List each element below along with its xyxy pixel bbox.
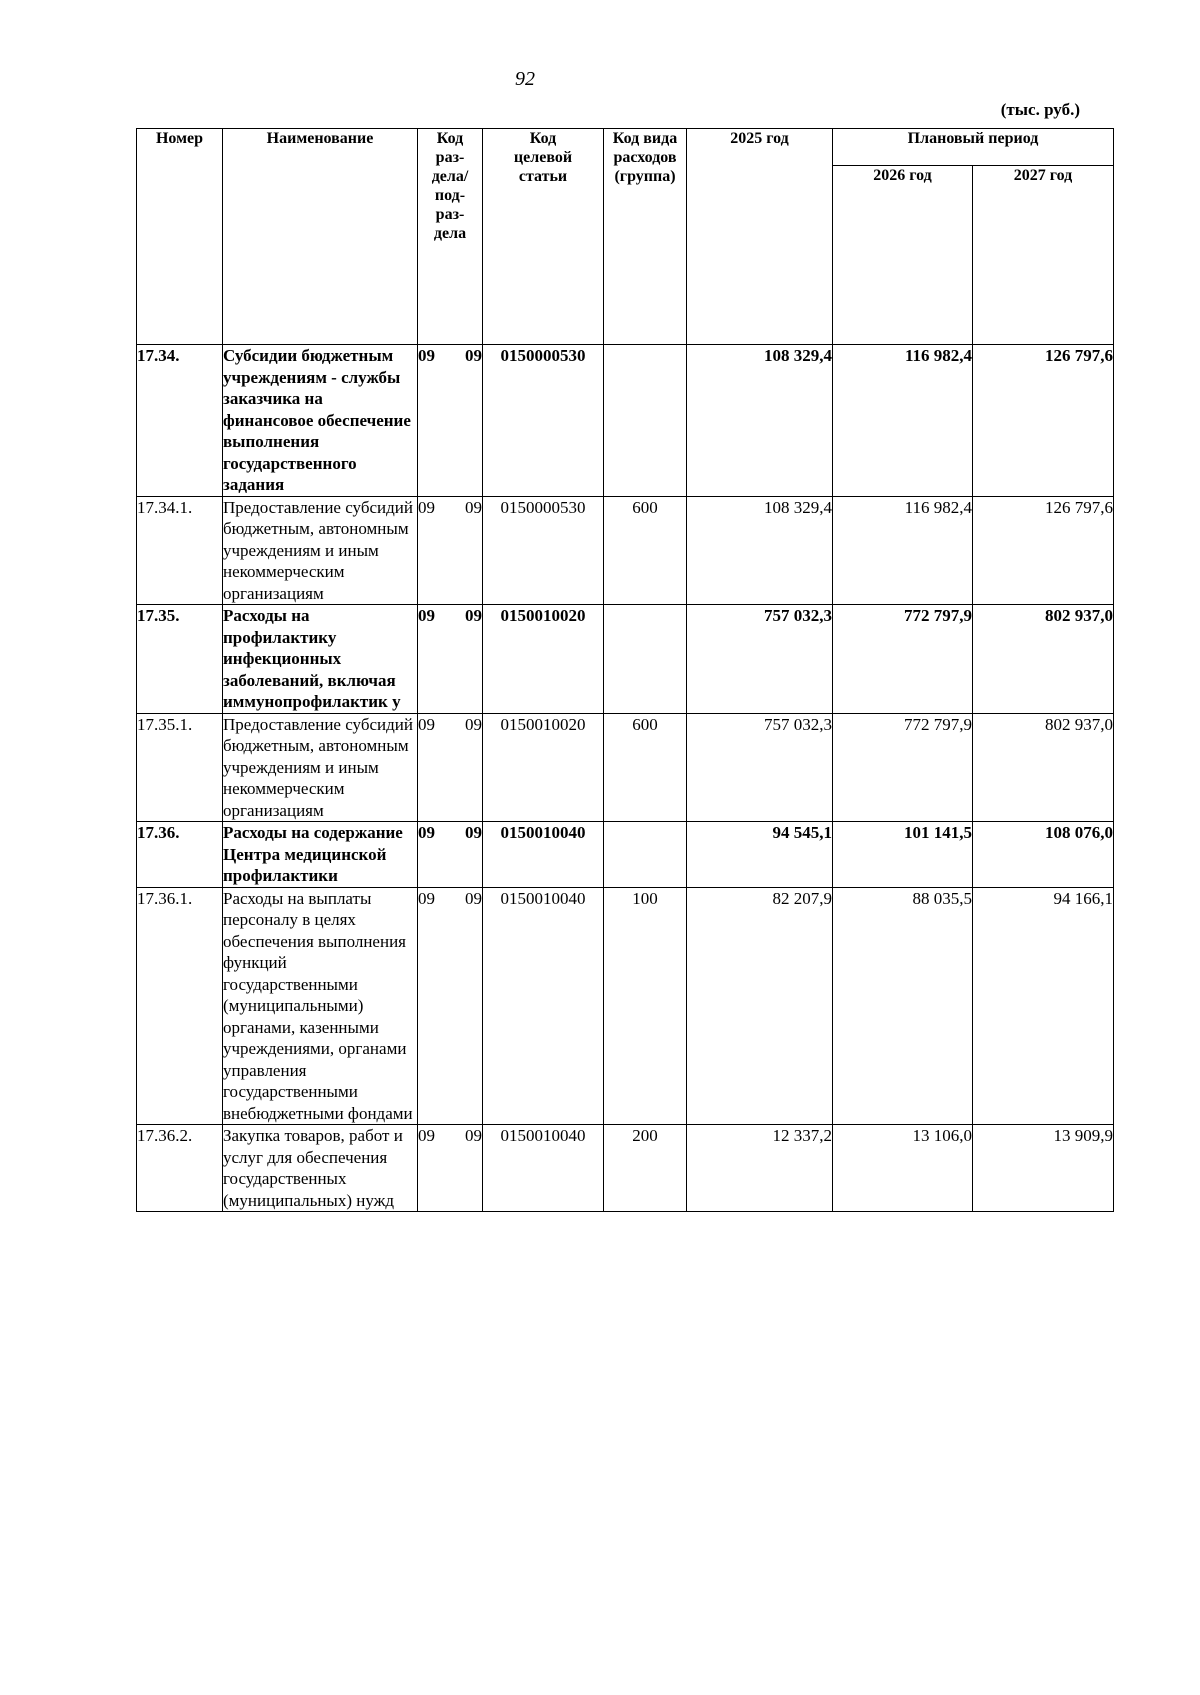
row-amount-2026: 88 035,5 [833,887,973,1125]
row-target-code: 0150010020 [483,713,604,822]
row-target-code: 0150000530 [483,345,604,497]
section-code: 09 [418,606,435,625]
table-row [137,345,1114,497]
row-section-code [418,345,483,497]
budget-table [136,128,1114,1212]
row-name: Расходы на профилактику инфекционных заболеваний, включая иммунопрофилактик у [223,605,418,714]
row-number: 17.35. [137,605,223,714]
row-section-code [418,1125,483,1212]
row-amount-2027: 802 937,0 [973,713,1114,822]
row-name: Предоставление субсидий бюджетным, автономным учреждениям и иным некоммерческим организациям [223,713,418,822]
subsection-code: 09 [465,346,482,365]
row-amount-2025: 108 329,4 [687,496,833,605]
table-row [137,1125,1114,1212]
row-amount-2027: 94 166,1 [973,887,1114,1125]
header-row-1 [137,129,1114,166]
row-section-code [418,605,483,714]
row-number: 17.36.1. [137,887,223,1125]
row-amount-2027: 108 076,0 [973,822,1114,888]
subsection-code: 09 [465,497,482,517]
row-expense-group: 100 [604,887,687,1125]
table-row [137,713,1114,822]
row-name: Расходы на выплаты персоналу в целях обеспечения выполнения функций государственными (муниципальными) органами, казенными учреждениями, органами управления государственными внебюджетными фондами [223,887,418,1125]
row-expense-group: 600 [604,496,687,605]
row-amount-2025: 757 032,3 [687,605,833,714]
row-section-code [418,496,483,605]
row-target-code: 0150010020 [483,605,604,714]
subsection-code: 09 [465,606,482,625]
row-target-code: 0150010040 [483,887,604,1125]
row-amount-2026: 13 106,0 [833,1125,973,1212]
row-amount-2025: 108 329,4 [687,345,833,497]
row-number: 17.36.2. [137,1125,223,1212]
row-name: Субсидии бюджетным учреждениям - службы заказчика на финансовое обеспечение выполнения государственного задания [223,345,418,497]
row-expense-group [604,605,687,714]
row-expense-group: 200 [604,1125,687,1212]
row-amount-2026: 116 982,4 [833,496,973,605]
row-section-code [418,822,483,888]
row-number: 17.35.1. [137,713,223,822]
header-2025: 2025 год [687,129,833,345]
section-code: 09 [418,823,435,842]
row-name: Предоставление субсидий бюджетным, автономным учреждениям и иным некоммерческим организациям [223,496,418,605]
subsection-code: 09 [465,823,482,842]
row-amount-2027: 802 937,0 [973,605,1114,714]
section-code: 09 [418,714,435,734]
row-section-code [418,713,483,822]
section-code: 09 [418,888,435,908]
table-row [137,496,1114,605]
row-target-code: 0150010040 [483,822,604,888]
row-amount-2026: 772 797,9 [833,713,973,822]
row-amount-2026: 772 797,9 [833,605,973,714]
row-amount-2027: 126 797,6 [973,345,1114,497]
header-section-code: Код раз- дела/ под- раз- дела [418,129,483,345]
page-number: 92 [515,68,535,90]
row-expense-group [604,822,687,888]
row-amount-2026: 116 982,4 [833,345,973,497]
row-target-code: 0150010040 [483,1125,604,1212]
row-name: Закупка товаров, работ и услуг для обеспечения государственных (муниципальных) нужд [223,1125,418,1212]
header-target-code: Код целевой статьи [483,129,604,345]
section-code: 09 [418,497,435,517]
row-expense-group: 600 [604,713,687,822]
section-code: 09 [418,1126,435,1145]
row-number: 17.36. [137,822,223,888]
header-2027: 2027 год [973,166,1114,345]
row-name: Расходы на содержание Центра медицинской профилактики [223,822,418,888]
header-number: Номер [137,129,223,345]
section-code: 09 [418,346,435,365]
row-number: 17.34. [137,345,223,497]
row-amount-2025: 12 337,2 [687,1125,833,1212]
subsection-code: 09 [465,1126,482,1145]
table-row [137,605,1114,714]
row-section-code [418,887,483,1125]
row-amount-2027: 126 797,6 [973,496,1114,605]
subsection-code: 09 [465,714,482,734]
header-expense-group: Код вида расходов (группа) [604,129,687,345]
header-name: Наименование [223,129,418,345]
row-amount-2025: 82 207,9 [687,887,833,1125]
row-amount-2025: 94 545,1 [687,822,833,888]
table-row [137,887,1114,1125]
units-label: (тыс. руб.) [1000,100,1080,119]
budget-table-body [137,345,1114,1212]
row-expense-group [604,345,687,497]
row-amount-2025: 757 032,3 [687,713,833,822]
row-amount-2026: 101 141,5 [833,822,973,888]
row-target-code: 0150000530 [483,496,604,605]
subsection-code: 09 [465,888,482,908]
table-row [137,822,1114,888]
row-amount-2027: 13 909,9 [973,1125,1114,1212]
row-number: 17.34.1. [137,496,223,605]
header-planned-period: Плановый период [833,129,1114,166]
header-2026: 2026 год [833,166,973,345]
